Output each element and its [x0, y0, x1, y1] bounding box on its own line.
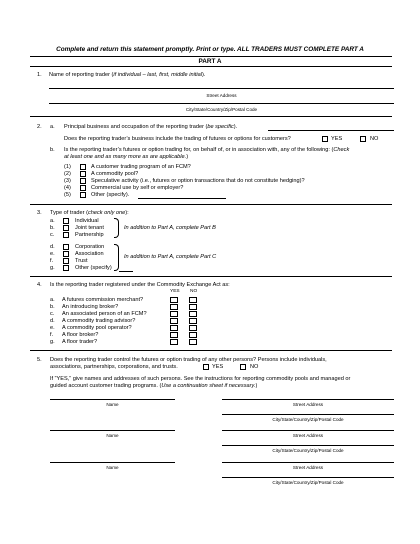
q4-item-letter: g. — [50, 339, 55, 345]
q5-street-caption: Street Address — [292, 402, 324, 407]
q3-item-letter: e. — [50, 251, 55, 257]
q4-no-checkbox[interactable] — [189, 304, 197, 310]
form-instruction: Complete and return this statement promptly. Print or type. ALL TRADERS MUST COMPLETE PART A — [56, 46, 364, 53]
q2a-yes-checkbox[interactable] — [322, 136, 328, 142]
q3-item-label: Trust — [75, 258, 88, 264]
q2b-item-label: A commodity pool? — [91, 171, 139, 177]
q5-number: 5. — [37, 357, 42, 363]
q5-name-caption: Name — [106, 433, 119, 438]
q4-yes-checkbox[interactable] — [170, 325, 178, 331]
q4-item-label: A commodity pool operator? — [62, 325, 132, 331]
q5-name-line[interactable] — [50, 430, 175, 431]
q5-name-line[interactable] — [50, 399, 175, 400]
q4-no-header: NO — [190, 289, 198, 294]
q2a-letter: a. — [50, 124, 55, 130]
q3-group1-note: In addition to Part A, complete Part B — [124, 225, 216, 231]
q2b-item-checkbox[interactable] — [80, 171, 86, 177]
q3-item-label: Individual — [75, 218, 99, 224]
q3-group2-note: In addition to Part A, complete Part C — [124, 254, 217, 260]
q3-item-label: Corporation — [75, 244, 105, 250]
q3-item-checkbox[interactable] — [63, 258, 69, 264]
q4-no-checkbox[interactable] — [189, 318, 197, 324]
q2b-item-checkbox[interactable] — [80, 185, 86, 191]
q2a-business-line[interactable] — [268, 130, 394, 131]
q3-item-label: Partnership — [75, 232, 104, 238]
q5-name-caption: Name — [106, 465, 119, 470]
q5-street-line[interactable] — [222, 462, 394, 463]
q2b-item-num: (5) — [64, 192, 71, 198]
q3-item-checkbox[interactable] — [63, 244, 69, 250]
q4-bottom-rule — [30, 350, 392, 351]
header-rule — [30, 56, 392, 57]
q3-item-checkbox[interactable] — [63, 225, 69, 231]
q2-number: 2. — [37, 124, 42, 130]
q3-item-letter: f. — [50, 258, 54, 264]
q3-number: 3. — [37, 210, 42, 216]
q4-item-label: A futures commission merchant? — [62, 297, 144, 303]
q5-city-caption: City/State/Country/Zip/Postal Code — [272, 417, 344, 422]
q5-name-line[interactable] — [50, 462, 175, 463]
q3-item-checkbox[interactable] — [63, 265, 69, 271]
q5-city-caption: City/State/Country/Zip/Postal Code — [272, 480, 344, 485]
q2a-options-question: Does the reporting trader’s business include the trading of futures or options for customers? — [64, 136, 291, 142]
q5-no-label: NO — [250, 364, 259, 370]
q3-item-checkbox[interactable] — [63, 251, 69, 257]
part-a-rule — [30, 66, 392, 67]
q5-if-yes-line2: guided account customer trading programs. (Use a continuation sheet if necessary.) — [50, 383, 258, 389]
q4-item-label: An associated person of an FCM? — [62, 311, 147, 317]
q4-item-letter: b. — [50, 304, 55, 310]
q5-street-line[interactable] — [222, 430, 394, 431]
q5-no-checkbox[interactable] — [240, 364, 246, 370]
q1-bottom-rule — [30, 116, 392, 117]
q3-item-checkbox[interactable] — [63, 218, 69, 224]
q5-street-caption: Street Address — [292, 465, 324, 470]
q4-yes-checkbox[interactable] — [170, 332, 178, 338]
q4-number: 4. — [37, 282, 42, 288]
q4-item-letter: d. — [50, 318, 55, 324]
q1-street-line[interactable] — [49, 103, 394, 104]
q3-item-checkbox[interactable] — [63, 232, 69, 238]
q2b-item-label: Speculative activity (i.e., futures or option transactions that do not constitute hedging)? — [91, 178, 305, 184]
q4-yes-checkbox[interactable] — [170, 311, 178, 317]
q5-street-line[interactable] — [222, 399, 394, 400]
q4-no-checkbox[interactable] — [189, 332, 197, 338]
q2-bottom-rule — [30, 204, 392, 205]
q2b-item-checkbox[interactable] — [80, 192, 86, 198]
q4-item-letter: f. — [50, 332, 54, 338]
q4-item-label: A commodity trading advisor? — [62, 318, 136, 324]
part-a-title: PART A — [198, 58, 222, 65]
q5-city-line[interactable] — [222, 445, 394, 446]
q1-label: Name of reporting trader (if individual – last, first, middle initial). — [49, 72, 206, 78]
q2a-no-label: NO — [370, 136, 379, 142]
q2b-item-num: (2) — [64, 171, 71, 177]
q4-yes-checkbox[interactable] — [170, 339, 178, 345]
q2a-no-checkbox[interactable] — [360, 136, 366, 142]
q4-no-checkbox[interactable] — [189, 339, 197, 345]
q2b-other-line[interactable] — [138, 198, 226, 199]
q4-item-label: A floor trader? — [62, 339, 98, 345]
q1-street-caption: Street Address — [206, 93, 237, 98]
q3-other-line[interactable] — [119, 271, 133, 272]
q4-item-letter: e. — [50, 325, 55, 331]
q2b-item-checkbox[interactable] — [80, 164, 86, 170]
q3-item-label: Association — [75, 251, 104, 257]
q2b-item-label: Other (specify). — [91, 192, 130, 198]
q2b-item-label: A customer trading program of an FCM? — [91, 164, 191, 170]
q5-name-caption: Name — [106, 402, 119, 407]
q4-no-checkbox[interactable] — [189, 325, 197, 331]
q5-question-line2: associations, partnerships, corporations, and trusts. — [50, 364, 178, 370]
q5-city-line[interactable] — [222, 477, 394, 478]
q3-item-letter: g. — [50, 265, 55, 271]
q3-group1-brace — [114, 218, 119, 238]
q4-item-label: An introducing broker? — [62, 304, 119, 310]
q3-label: Type of trader (check only one): — [50, 210, 129, 216]
q2b-item-num: (1) — [64, 164, 71, 170]
q3-group2-brace — [114, 244, 119, 271]
q2b-item-label: Commercial use by self or employer? — [91, 185, 184, 191]
q3-item-letter: b. — [50, 225, 55, 231]
q5-yes-checkbox[interactable] — [203, 364, 209, 370]
q5-city-caption: City/State/Country/Zip/Postal Code — [272, 448, 344, 453]
q3-item-label: Joint tenant — [75, 225, 104, 231]
q3-bottom-rule — [30, 276, 392, 277]
q3-item-letter: a. — [50, 218, 55, 224]
q3-item-letter: c. — [50, 232, 55, 238]
q1-number: 1. — [37, 72, 42, 78]
q4-no-checkbox[interactable] — [189, 311, 197, 317]
q2b-item-num: (4) — [64, 185, 71, 191]
q4-item-letter: a. — [50, 297, 55, 303]
q4-yes-checkbox[interactable] — [170, 297, 178, 303]
q4-label: Is the reporting trader registered under the Commodity Exchange Act as: — [50, 282, 230, 288]
q5-street-caption: Street Address — [292, 433, 324, 438]
q2a-label: Principal business and occupation of the reporting trader (be specific). — [64, 124, 238, 130]
q4-item-letter: c. — [50, 311, 55, 317]
q4-item-label: A floor broker? — [62, 332, 99, 338]
q4-yes-checkbox[interactable] — [170, 304, 178, 310]
q5-yes-label: YES — [212, 364, 224, 370]
q4-yes-checkbox[interactable] — [170, 318, 178, 324]
q2b-line1: Is the reporting trader’s futures or option trading for, on behalf of, or in association with, any of the following: (Check — [64, 147, 350, 153]
q1-name-line[interactable] — [49, 88, 394, 89]
q5-question-line1: Does the reporting trader control the futures or option trading of any other persons? Persons include individuals, — [50, 357, 327, 363]
q3-item-label: Other (specify) — [75, 265, 112, 271]
q4-no-checkbox[interactable] — [189, 297, 197, 303]
q1-city-caption: City/State/Country/Zip/Postal Code — [185, 107, 258, 112]
q5-if-yes-line1: If “YES,” give names and addresses of such persons. See the instructions for reporting commodity pools and managed or — [50, 376, 351, 382]
q3-item-letter: d. — [50, 244, 55, 250]
q2b-item-checkbox[interactable] — [80, 178, 86, 184]
q2b-line2: at least one and as many more as are applicable.) — [64, 154, 189, 160]
q2b-letter: b. — [50, 147, 55, 153]
q2b-item-num: (3) — [64, 178, 71, 184]
q5-city-line[interactable] — [222, 414, 394, 415]
q2a-yes-label: YES — [331, 136, 343, 142]
q4-yes-header: YES — [170, 289, 180, 294]
